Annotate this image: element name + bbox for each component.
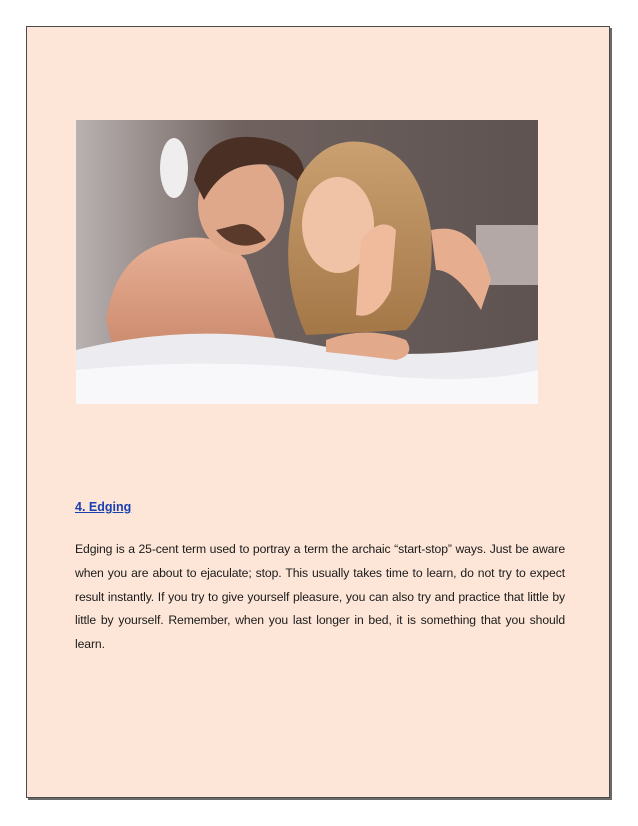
page-frame xyxy=(26,26,610,798)
section-paragraph: Edging is a 25-cent term used to portray a term the archaic “start-stop” ways. Just be aware when you are about to ejaculate; stop. This usually takes time to learn, do not try to expect result instantly. If you try to give yourself pleasure, you can also try and practice that little by little by yourself. Remember, when you last longer in bed, it is something that you should learn. xyxy=(75,542,565,652)
section-heading-link[interactable]: 4. Edging xyxy=(75,500,132,514)
couple-photo xyxy=(76,120,538,404)
